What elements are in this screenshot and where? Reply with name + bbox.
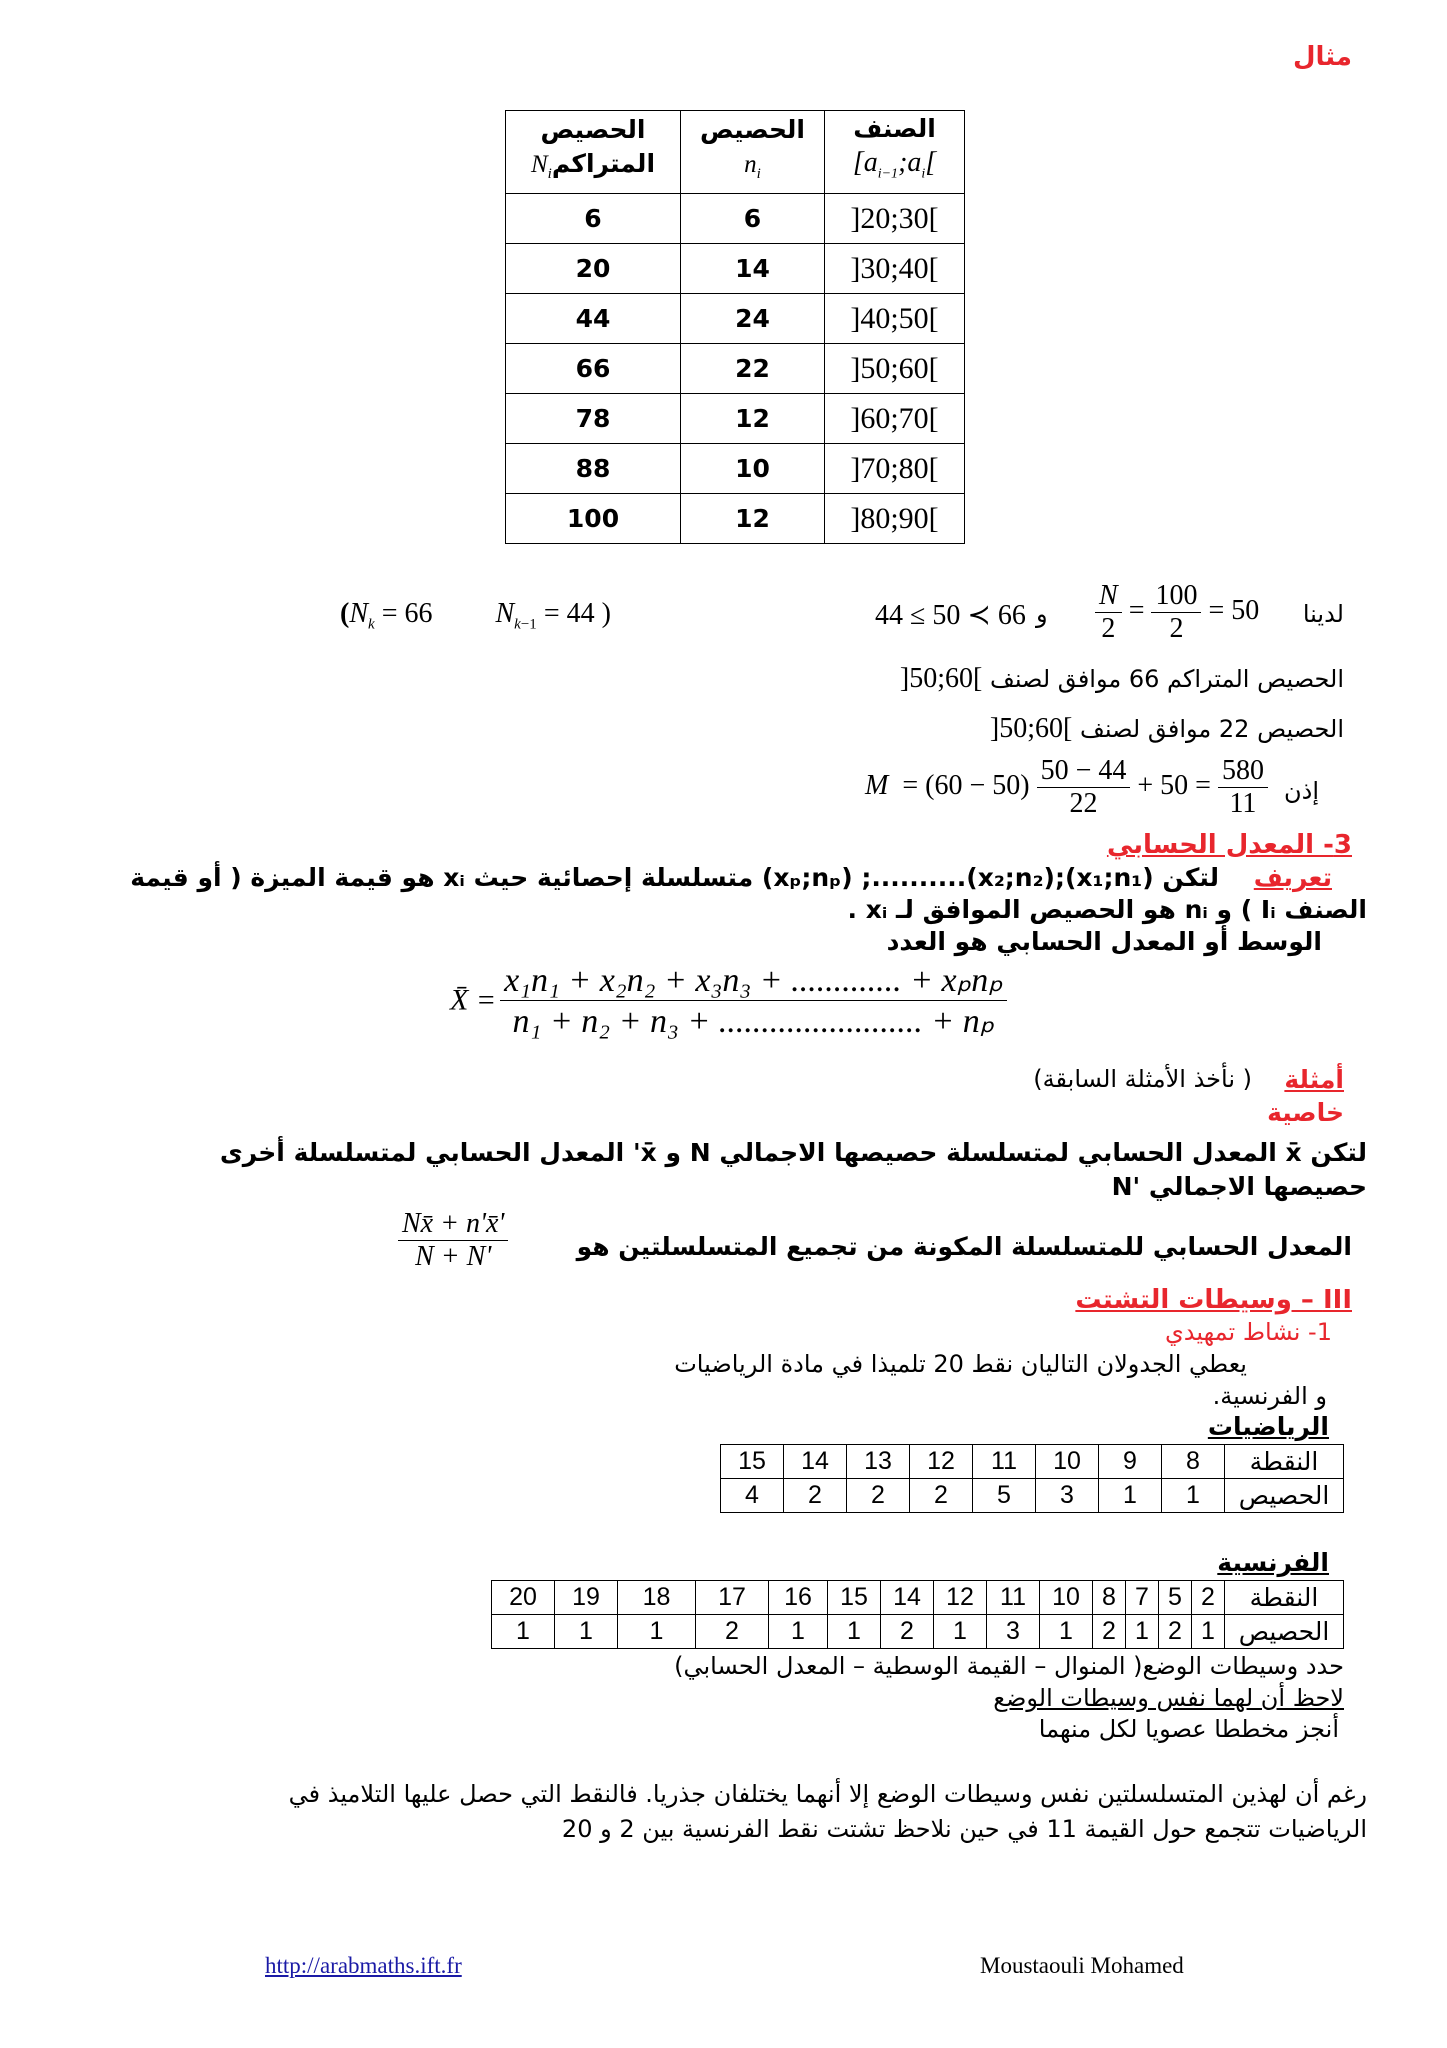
property-line-1: لتكن x̄ المعدل الحسابي لمتسلسلة حصيصها الاجمالي N و x̄' المعدل الحسابي لمتسلسلة أخرى [219, 1138, 1367, 1167]
math-label: الرياضيات [1207, 1412, 1329, 1441]
table-row: 6 6 ]20;30[ [506, 194, 965, 244]
combined-mean-formula: $\frac{Nx̄ + n'x̄'}{N + N'}$ [398, 1208, 508, 1273]
median-formula: M = (60 − 50) $\frac{50 - 44}{22}$ + 50 = $\frac{580}{11}$ [865, 755, 1268, 820]
definition-label: تعريف [1253, 863, 1332, 892]
property-line-2: حصيصها الاجمالي 'N [1111, 1172, 1367, 1201]
n-over-2-formula: $\frac{N}{2}$ = $\frac{100}{2}$ = 50 [1095, 580, 1259, 645]
we-have-label: لدينا [1302, 600, 1344, 628]
count-row: الحصيص 1 2 1 2 1 3 1 2 1 1 2 1 1 1 [492, 1615, 1344, 1649]
french-label: الفرنسية [1217, 1548, 1329, 1577]
activity-line-2: و الفرنسية. [1212, 1382, 1327, 1410]
table-row: 66 22 ]50;60[ [506, 344, 965, 394]
grade-row: النقطة 2 5 7 8 10 11 12 14 15 16 17 18 19 20 [492, 1581, 1344, 1615]
example-title: مثال [1292, 42, 1352, 72]
and-word: و [1036, 600, 1048, 628]
header-frequency: الحصيص $n_i$ [681, 111, 825, 194]
nk-values: ($N_k = 66$ $N_{k-1} = 44$ ) [340, 598, 611, 633]
property-label: خاصية [1267, 1098, 1344, 1127]
property-line-3: المعدل الحسابي للمتسلسلة المكونة من تجميع المتسلسلتين هو [576, 1232, 1352, 1261]
definition-line-2: الصنف Iᵢ ) و nᵢ هو الحصيص الموافق لـ xᵢ . [847, 895, 1367, 924]
task-1: حدد وسيطات الوضع( المنوال – القيمة الوسطية – المعدل الحسابي) [674, 1652, 1344, 1680]
table-row: 44 24 ]40;50[ [506, 294, 965, 344]
table-header-row [506, 111, 965, 194]
section-iii-heading: III – وسيطات التشتت [1075, 1285, 1352, 1315]
cumulative-line: الحصيص المتراكم 66 موافق لصنف ]50;60[ [899, 663, 1344, 694]
math-grade-table [720, 1444, 1344, 1513]
conclusion-line-2: الرياضيات تتجمع حول القيمة 11 في حين نلاحظ تشتت نقط الفرنسية بين 2 و 20 [561, 1815, 1367, 1843]
mean-formula: X̄ = $\frac{\text{x₁n₁ + x₂n₂ + x₃n₃ + ............. + xₚnₚ}}{\text{n₁ + n₂ + n₃ + ........................ + nₚ}}$ [450, 960, 1007, 1041]
frequency-table [505, 110, 965, 544]
therefore-label: إذن [1284, 777, 1319, 805]
examples-text: ( نأخذ الأمثلة السابقة) [1033, 1065, 1252, 1093]
footer-link[interactable]: http://arabmaths.ift.fr [265, 1953, 462, 1978]
definition-line-1: لتكن (x₁;n₁);(x₂;n₂)..........; (xₚ;nₚ) متسلسلة إحصائية حيث xᵢ هو قيمة الميزة ( أو قيمة [130, 863, 1219, 892]
table-row: 78 12 ]60;70[ [506, 394, 965, 444]
grade-row: النقطة 8 9 10 11 12 13 14 15 [721, 1445, 1344, 1479]
task-2: لاحظ أن لهما نفس وسيطات الوضع [993, 1684, 1344, 1712]
section-3-heading: 3- المعدل الحسابي [1106, 830, 1352, 860]
inequality: 44 ≤ 50 ≺ 66 [875, 600, 1026, 631]
activity-line-1: يعطي الجدولان التاليان نقط 20 تلميذا في مادة الرياضيات [674, 1350, 1247, 1378]
table-row: 100 12 ]80;90[ [506, 494, 965, 544]
activity-heading: 1- نشاط تمهيدي [1164, 1318, 1332, 1346]
header-cumulative: الحصيص $N_iالمتراكم$ [506, 111, 681, 194]
footer-author: Moustaouli Mohamed [980, 1953, 1184, 1978]
frequency-line: الحصيص 22 موافق لصنف ]50;60[ [989, 713, 1344, 744]
table-row: 20 14 ]30;40[ [506, 244, 965, 294]
header-class: الصنف [$a_{i-1};a_i$[ [825, 111, 965, 194]
french-grade-table [491, 1580, 1344, 1649]
task-3: أنجز مخططا عصويا لكل منهما [1038, 1715, 1339, 1743]
conclusion-line-1: رغم أن لهذين المتسلسلتين نفس وسيطات الوضع إلا أنهما يختلفان جذريا. فالنقط التي حصل عليها التلاميذ في [288, 1780, 1367, 1808]
definition-line-3: الوسط أو المعدل الحسابي هو العدد [886, 927, 1322, 956]
table-row: 88 10 ]70;80[ [506, 444, 965, 494]
examples-label: أمثلة [1284, 1065, 1344, 1094]
count-row: الحصيص 1 1 3 5 2 2 2 4 [721, 1479, 1344, 1513]
